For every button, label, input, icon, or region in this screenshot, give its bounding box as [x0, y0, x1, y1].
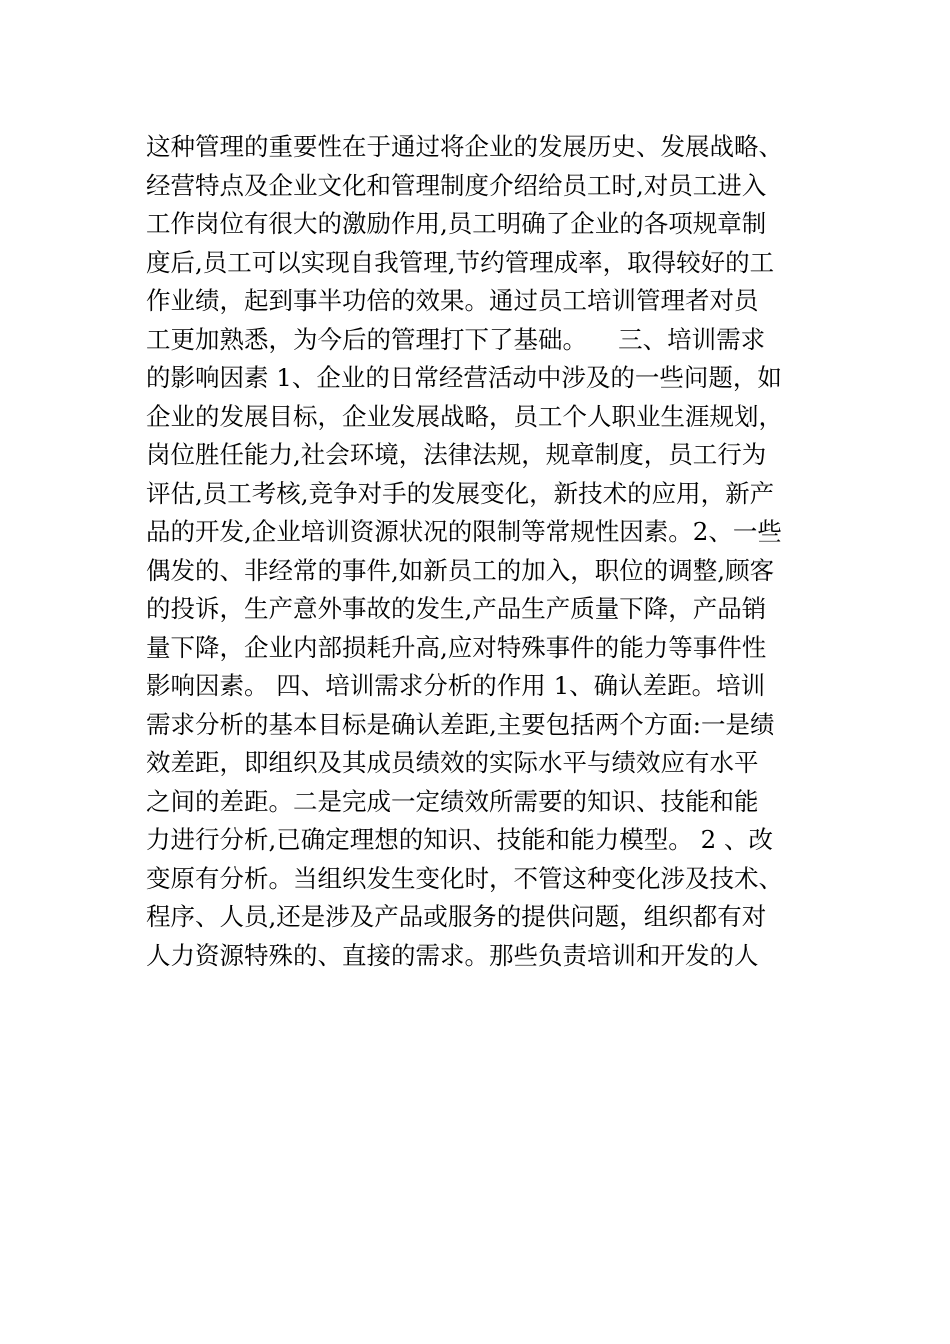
text-line: 的投诉，生产意外事故的发生,产品生产质量下降，产品销	[146, 594, 767, 623]
text-line: 岗位胜任能力,社会环境，法律法规，规章制度，员工行为	[146, 440, 767, 469]
text-line: 作业绩，起到事半功倍的效果。通过员工培训管理者对员	[146, 286, 759, 315]
text-line: 量下降，企业内部损耗升高,应对特殊事件的能力等事件性	[146, 632, 767, 662]
text-line: 工更加熟悉，为今后的管理打下了基础。 三、培训需求	[146, 324, 766, 354]
text-line: 品的开发,企业培训资源状况的限制等常规性因素。2、一些	[146, 517, 782, 546]
text-line: 工作岗位有很大的激励作用,员工明确了企业的各项规章制	[146, 209, 767, 238]
text-line: 需求分析的基本目标是确认差距,主要包括两个方面:一是绩	[146, 709, 775, 739]
body-text	[146, 128, 806, 975]
text-line: 的影响因素 1、企业的日常经营活动中涉及的一些问题，如	[146, 363, 782, 392]
text-line: 评估,员工考核,竞争对手的发展变化，新技术的应用，新产	[146, 478, 775, 508]
text-line: 力进行分析,已确定理想的知识、技能和能力模型。 2 、改	[146, 825, 773, 854]
text-line: 影响因素。 四、培训需求分析的作用 1、确认差距。培训	[146, 671, 766, 700]
text-line: 经营特点及企业文化和管理制度介绍给员工时,对员工进入	[146, 170, 767, 200]
text-line: 程序、人员,还是涉及产品或服务的提供问题，组织都有对	[146, 902, 767, 931]
text-line: 企业的发展目标，企业发展战略，员工个人职业生涯规划，	[146, 401, 783, 431]
text-line: 这种管理的重要性在于通过将企业的发展历史、发展战略、	[146, 132, 783, 161]
text-line: 度后,员工可以实现自我管理,节约管理成率，取得较好的工	[146, 247, 775, 277]
text-line: 偶发的、非经常的事件,如新员工的加入，职位的调整,顾客	[146, 555, 775, 585]
text-line: 之间的差距。二是完成一定绩效所需要的知识、技能和能	[146, 786, 759, 816]
text-line: 效差距，即组织及其成员绩效的实际水平与绩效应有水平	[146, 748, 759, 777]
text-line: 人力资源特殊的、直接的需求。那些负责培训和开发的人	[146, 940, 759, 970]
text-line: 变原有分析。当组织发生变化时，不管这种变化涉及技术、	[146, 863, 783, 893]
